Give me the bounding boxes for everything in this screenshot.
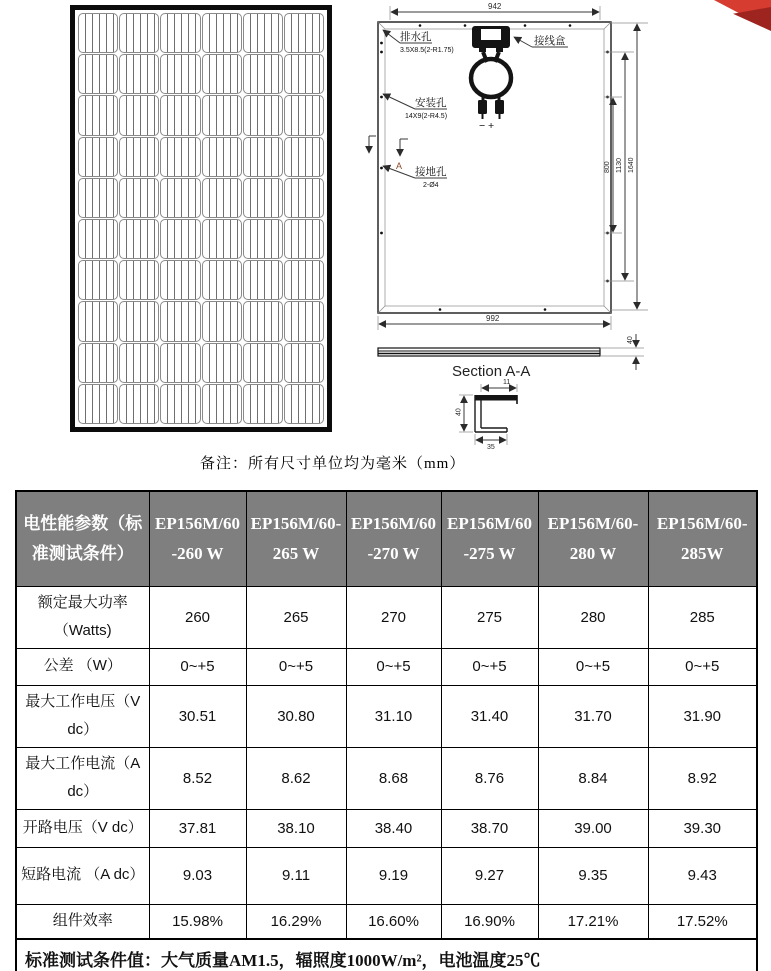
param-label: 短路电流 （A dc） bbox=[16, 847, 149, 904]
solar-cell bbox=[160, 301, 200, 341]
param-value: 9.27 bbox=[441, 847, 538, 904]
solar-cell bbox=[160, 178, 200, 218]
solar-cell bbox=[78, 219, 118, 259]
param-value: 280 bbox=[538, 586, 648, 648]
param-value: 285 bbox=[648, 586, 757, 648]
solar-cell bbox=[284, 54, 324, 94]
solar-cell-grid bbox=[78, 13, 324, 424]
table-row bbox=[16, 685, 757, 747]
solar-cell bbox=[202, 137, 242, 177]
param-value: 0~+5 bbox=[648, 648, 757, 685]
table-row bbox=[16, 847, 757, 904]
mount-hole-label: 安装孔 bbox=[415, 97, 447, 109]
model-header-270: EP156M/60-270 W bbox=[346, 491, 441, 586]
solar-cell bbox=[243, 178, 283, 218]
solar-cell bbox=[243, 95, 283, 135]
param-value: 39.30 bbox=[648, 809, 757, 847]
solar-cell bbox=[119, 384, 159, 424]
param-value: 30.80 bbox=[246, 685, 346, 747]
solar-cell bbox=[202, 54, 242, 94]
solar-cell bbox=[202, 178, 242, 218]
solar-cell bbox=[160, 219, 200, 259]
param-value: 270 bbox=[346, 586, 441, 648]
polarity-label: − + bbox=[479, 120, 495, 132]
param-value: 8.76 bbox=[441, 747, 538, 809]
param-value: 17.21% bbox=[538, 904, 648, 939]
solar-cell bbox=[78, 137, 118, 177]
solar-cell bbox=[243, 54, 283, 94]
dim-1640: 1640 bbox=[628, 157, 635, 173]
solar-cell bbox=[202, 13, 242, 53]
param-value: 16.90% bbox=[441, 904, 538, 939]
solar-cell bbox=[284, 260, 324, 300]
param-value: 0~+5 bbox=[149, 648, 246, 685]
solar-cell bbox=[202, 95, 242, 135]
solar-cell bbox=[78, 95, 118, 135]
solar-cell bbox=[78, 178, 118, 218]
solar-cell bbox=[202, 343, 242, 383]
dim-800: 800 bbox=[604, 161, 611, 173]
solar-cell bbox=[160, 384, 200, 424]
model-header-265: EP156M/60-265 W bbox=[246, 491, 346, 586]
param-value: 260 bbox=[149, 586, 246, 648]
solar-cell bbox=[284, 95, 324, 135]
table-header-row bbox=[16, 491, 757, 586]
param-value: 0~+5 bbox=[538, 648, 648, 685]
dim-40-thickness: 40 bbox=[627, 336, 634, 344]
param-value: 8.62 bbox=[246, 747, 346, 809]
ground-hole-label: 接地孔 bbox=[415, 166, 447, 178]
table-footer-row bbox=[16, 939, 757, 971]
param-value: 15.98% bbox=[149, 904, 246, 939]
dim-1130: 1130 bbox=[616, 157, 623, 173]
param-label: 公差 （W） bbox=[16, 648, 149, 685]
solar-cell bbox=[119, 260, 159, 300]
table-row bbox=[16, 586, 757, 648]
solar-cell bbox=[78, 13, 118, 53]
param-value: 265 bbox=[246, 586, 346, 648]
test-conditions: 标准测试条件值：大气质量AM1.5，辐照度1000W/m²，电池温度25℃ bbox=[16, 939, 757, 971]
solar-cell bbox=[119, 13, 159, 53]
model-header-260: EP156M/60-260 W bbox=[149, 491, 246, 586]
param-value: 30.51 bbox=[149, 685, 246, 747]
solar-cell bbox=[243, 343, 283, 383]
param-value: 38.10 bbox=[246, 809, 346, 847]
solar-cell bbox=[284, 13, 324, 53]
solar-cell bbox=[160, 260, 200, 300]
param-value: 31.40 bbox=[441, 685, 538, 747]
dim-35: 35 bbox=[487, 444, 495, 450]
solar-cell bbox=[284, 178, 324, 218]
dim-40-profile: 40 bbox=[455, 408, 463, 416]
model-header-275: EP156M/60-275 W bbox=[441, 491, 538, 586]
section-aa-title: Section A-A bbox=[452, 363, 531, 380]
solar-cell bbox=[243, 384, 283, 424]
param-value: 37.81 bbox=[149, 809, 246, 847]
param-value: 9.11 bbox=[246, 847, 346, 904]
solar-cell bbox=[119, 54, 159, 94]
module-front-view-drawing bbox=[70, 5, 332, 432]
solar-cell bbox=[284, 137, 324, 177]
param-value: 16.60% bbox=[346, 904, 441, 939]
solar-cell bbox=[284, 219, 324, 259]
section-aa-drawing bbox=[378, 334, 644, 380]
solar-cell bbox=[160, 95, 200, 135]
solar-cell bbox=[202, 301, 242, 341]
param-value: 8.84 bbox=[538, 747, 648, 809]
table-row bbox=[16, 904, 757, 939]
param-label: 额定最大功率（Watts) bbox=[16, 586, 149, 648]
table-row bbox=[16, 648, 757, 685]
solar-cell bbox=[284, 301, 324, 341]
param-value: 9.19 bbox=[346, 847, 441, 904]
param-label: 最大工作电压（V dc） bbox=[16, 685, 149, 747]
module-back-view-drawing bbox=[360, 0, 680, 450]
solar-cell bbox=[78, 260, 118, 300]
dim-992: 992 bbox=[486, 314, 500, 323]
solar-cell bbox=[78, 343, 118, 383]
solar-cell bbox=[119, 301, 159, 341]
param-value: 0~+5 bbox=[346, 648, 441, 685]
solar-cell bbox=[160, 137, 200, 177]
section-marker-a: A bbox=[396, 161, 403, 171]
param-value: 8.52 bbox=[149, 747, 246, 809]
solar-cell bbox=[78, 54, 118, 94]
section-marker-outer bbox=[369, 136, 376, 153]
solar-cell bbox=[78, 301, 118, 341]
solar-cell bbox=[284, 343, 324, 383]
solar-cell bbox=[202, 260, 242, 300]
param-value: 38.40 bbox=[346, 809, 441, 847]
drain-hole-label: 排水孔 bbox=[400, 31, 432, 43]
param-value: 0~+5 bbox=[441, 648, 538, 685]
solar-cell bbox=[160, 13, 200, 53]
ground-hole-spec: 2-Ø4 bbox=[423, 182, 439, 189]
param-column-header: 电性能参数（标准测试条件） bbox=[16, 491, 149, 586]
table-row bbox=[16, 809, 757, 847]
solar-cell bbox=[284, 384, 324, 424]
solar-cell bbox=[160, 343, 200, 383]
units-note: 备注：所有尺寸单位均为毫米（mm） bbox=[200, 456, 466, 472]
param-value: 39.00 bbox=[538, 809, 648, 847]
solar-cell bbox=[78, 384, 118, 424]
frame-profile-drawing bbox=[456, 379, 518, 450]
solar-cell bbox=[119, 178, 159, 218]
solar-cell bbox=[119, 137, 159, 177]
solar-cell bbox=[119, 219, 159, 259]
param-value: 31.70 bbox=[538, 685, 648, 747]
param-value: 275 bbox=[441, 586, 538, 648]
param-value: 38.70 bbox=[441, 809, 538, 847]
junction-box-drawing bbox=[471, 26, 511, 132]
dim-11: 11 bbox=[503, 379, 511, 386]
param-value: 31.10 bbox=[346, 685, 441, 747]
solar-cell bbox=[243, 137, 283, 177]
param-label: 最大工作电流（A dc） bbox=[16, 747, 149, 809]
param-value: 9.03 bbox=[149, 847, 246, 904]
param-value: 31.90 bbox=[648, 685, 757, 747]
solar-cell bbox=[243, 13, 283, 53]
solar-cell bbox=[160, 54, 200, 94]
model-header-285: EP156M/60-285W bbox=[648, 491, 757, 586]
section-marker-inner bbox=[396, 139, 408, 171]
solar-cell bbox=[202, 384, 242, 424]
solar-cell bbox=[119, 95, 159, 135]
solar-cell bbox=[243, 260, 283, 300]
solar-cell bbox=[243, 301, 283, 341]
param-value: 8.92 bbox=[648, 747, 757, 809]
solar-cell bbox=[243, 219, 283, 259]
param-value: 0~+5 bbox=[246, 648, 346, 685]
param-value: 9.43 bbox=[648, 847, 757, 904]
solar-cell bbox=[202, 219, 242, 259]
param-label: 开路电压（V dc） bbox=[16, 809, 149, 847]
param-value: 17.52% bbox=[648, 904, 757, 939]
param-label: 组件效率 bbox=[16, 904, 149, 939]
table-row bbox=[16, 747, 757, 809]
param-value: 16.29% bbox=[246, 904, 346, 939]
param-value: 9.35 bbox=[538, 847, 648, 904]
mount-hole-spec: 14X9(2-R4.5) bbox=[405, 113, 448, 120]
drain-hole-spec: 3.5X8.5(2-R1.75) bbox=[400, 47, 454, 54]
junction-box-label: 接线盒 bbox=[534, 35, 566, 47]
spec-table bbox=[15, 490, 758, 971]
solar-cell bbox=[119, 343, 159, 383]
dim-942: 942 bbox=[488, 2, 502, 11]
model-header-280: EP156M/60-280 W bbox=[538, 491, 648, 586]
param-value: 8.68 bbox=[346, 747, 441, 809]
